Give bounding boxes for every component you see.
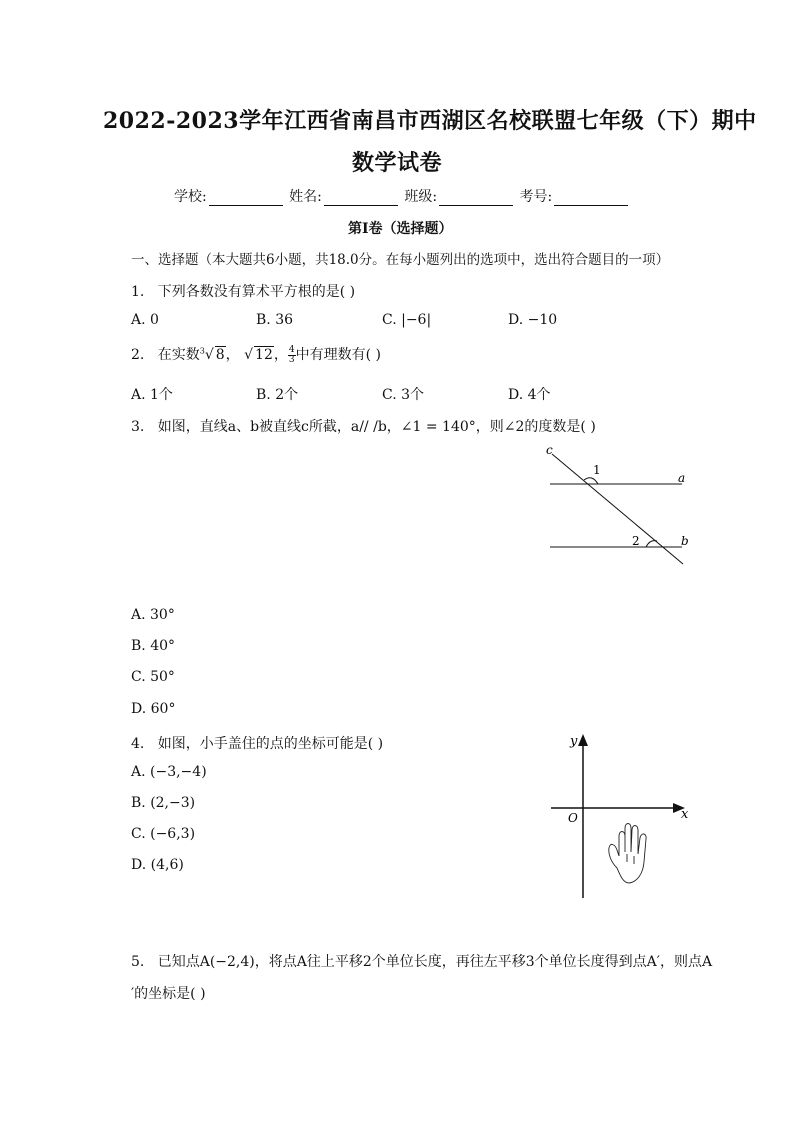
q3-stem (131, 416, 596, 436)
q1-option-c: C. |−6| (382, 312, 432, 328)
q2-option-a: A. 1个 (131, 387, 173, 403)
q3-number: 3. (131, 419, 145, 435)
q2-frac-num: 4 (288, 344, 295, 355)
q4-stem (131, 733, 383, 753)
name-blank (324, 191, 398, 206)
q1-option-d: D. −10 (508, 312, 558, 328)
class-label: 班级: (404, 189, 438, 205)
q3-text: 如图，直线a、b被直线c所截，a// /b，∠1 = 140°，则∠2的度数是( ) (157, 419, 596, 435)
label-2: 2 (632, 534, 640, 548)
q2-frac-den: 3 (288, 354, 295, 365)
q4-option-c: C. (−6,3) (131, 826, 196, 842)
q2-sep2: ， (273, 347, 288, 363)
y-arrow-icon (578, 734, 588, 746)
label-a: a (678, 471, 686, 485)
q5-text-line2: ′的坐标是( ) (131, 986, 206, 1002)
label-1: 1 (593, 463, 601, 477)
q4-option-d: D. (4,6) (131, 857, 184, 873)
q2-prefix: 在实数 (157, 347, 200, 363)
q2-cbrt-index: 3 (199, 346, 205, 356)
hand-icon (609, 824, 646, 884)
exam-no-label: 考号: (519, 189, 553, 205)
q1-text: 下列各数没有算术平方根的是( ) (157, 284, 356, 300)
q5-stem-line1 (131, 951, 712, 971)
info-line (174, 186, 630, 206)
page-title-line1: 2022-2023学年江西省南昌市西湖区名校联盟七年级（下）期中 (103, 108, 757, 134)
label-y: y (570, 734, 578, 749)
radical-icon: √ (244, 347, 254, 363)
exam-no-blank (554, 191, 628, 206)
q2-stem (131, 344, 381, 365)
q3-option-b: B. 40° (131, 638, 176, 654)
q2-sqrt-value: 12 (255, 347, 273, 363)
q5-number: 5. (131, 954, 145, 970)
q2-option-d: D. 4个 (508, 387, 551, 403)
q1-option-a: A. 0 (131, 312, 159, 328)
part1-heading: 一、选择题（本大题共6小题，共18.0分。在每小题列出的选项中，选出符合题目的一项） (131, 252, 670, 268)
label-b: b (681, 534, 689, 548)
q2-suffix: 中有理数有( ) (295, 347, 381, 363)
q4-option-a: A. (−3,−4) (131, 764, 207, 780)
q3-figure (540, 440, 700, 570)
q1-option-b: B. 36 (256, 312, 294, 328)
q2-fraction (288, 346, 296, 365)
q2-cbrt-value: 8 (215, 347, 225, 363)
name-label: 姓名: (289, 189, 322, 205)
radical-icon: √ (204, 347, 214, 363)
q2-option-b: B. 2个 (256, 387, 299, 403)
label-c: c (546, 443, 553, 457)
q1-stem (131, 281, 355, 301)
label-x: x (681, 807, 689, 822)
q5-text-line1: 已知点A(−2,4)，将点A往上平移2个单位长度，再往左平移3个单位长度得到点A′，则点A (157, 954, 713, 970)
angle2-arc (646, 541, 657, 547)
class-blank (439, 191, 513, 206)
q4-option-b: B. (2,−3) (131, 795, 196, 811)
school-blank (209, 191, 283, 206)
q3-option-a: A. 30° (131, 607, 175, 623)
q3-option-d: D. 60° (131, 701, 176, 717)
q3-option-c: C. 50° (131, 669, 175, 685)
q2-sep1: ， (225, 347, 240, 363)
page-title-line2: 数学试卷 (352, 150, 443, 176)
school-label: 学校: (174, 189, 207, 205)
q2-option-c: C. 3个 (382, 387, 425, 403)
label-o: O (568, 811, 578, 825)
section-title: 第I卷（选择题） (348, 221, 453, 237)
q4-number: 4. (131, 736, 145, 752)
q2-number: 2. (131, 347, 145, 363)
q4-figure (545, 728, 705, 903)
q1-number: 1. (131, 284, 145, 300)
q4-text: 如图，小手盖住的点的坐标可能是( ) (157, 736, 384, 752)
